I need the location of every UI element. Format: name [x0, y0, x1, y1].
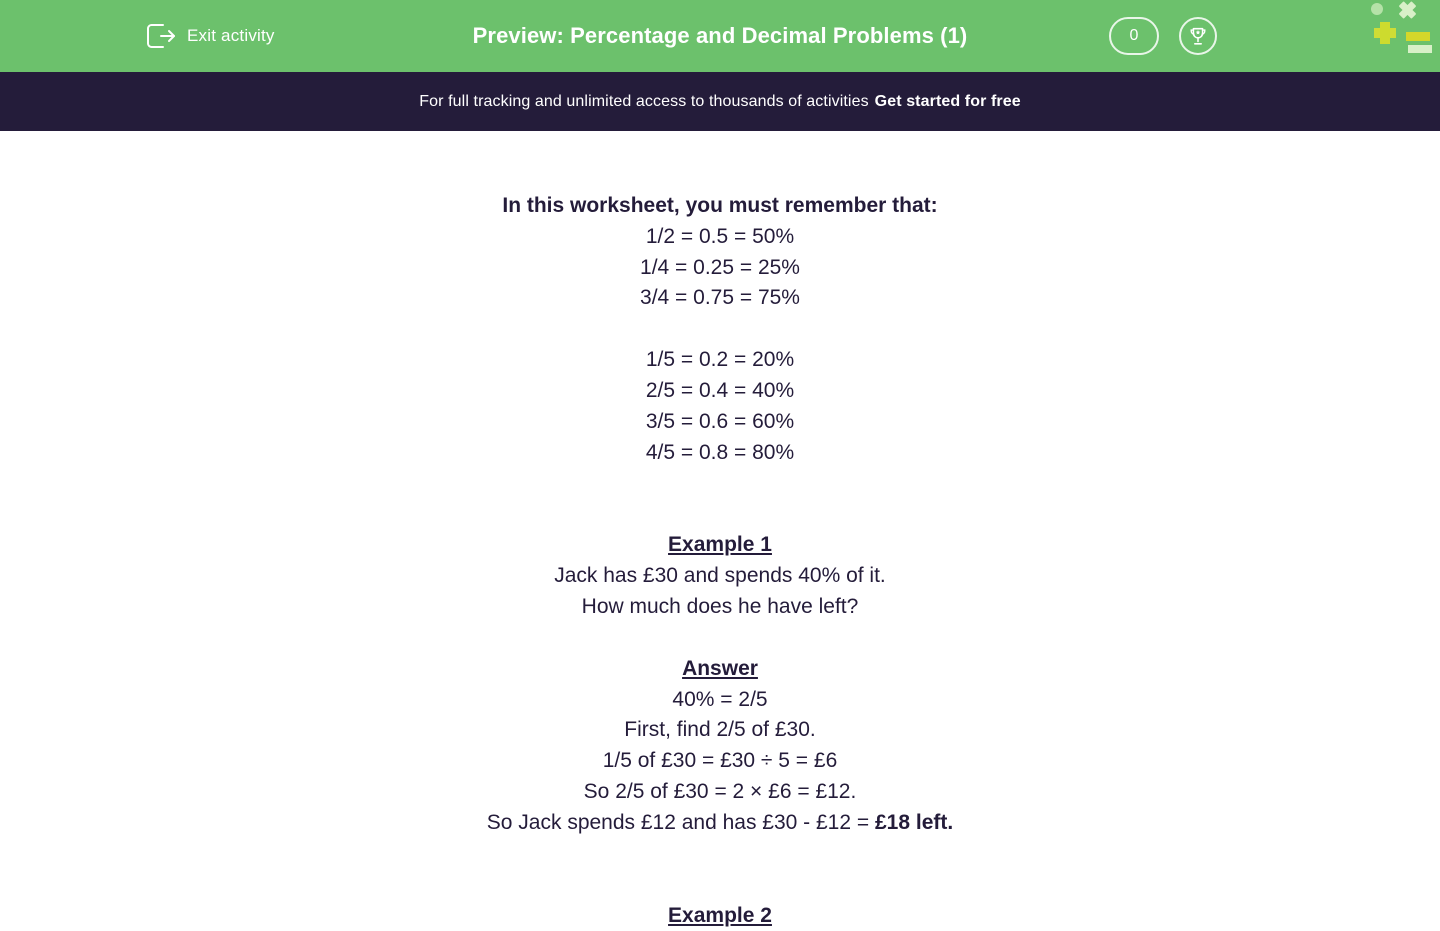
get-started-link[interactable]: Get started for free	[874, 92, 1021, 110]
example-2-heading: Example 2	[668, 903, 772, 927]
answer-line: 40% = 2/5	[672, 687, 768, 711]
app-header	[0, 0, 1440, 72]
example-1-question-line: Jack has £30 and spends 40% of it.	[554, 564, 886, 588]
worksheet-intro: In this worksheet, you must remember that:	[502, 194, 938, 217]
promo-banner	[0, 72, 1440, 131]
example-1-heading: Example 1	[668, 533, 772, 557]
reference-line: 3/5 = 0.6 = 60%	[645, 409, 795, 433]
trophy-button[interactable]	[1179, 17, 1217, 55]
spacer	[0, 623, 1440, 654]
spacer	[0, 839, 1440, 901]
answer-final-prefix: So Jack spends £12 and has £30 - £12 =	[486, 810, 875, 834]
answer-line: So 2/5 of £30 = 2 × £6 = £12.	[583, 779, 857, 803]
score-counter[interactable]	[1109, 17, 1159, 55]
answer-final-line	[0, 808, 1440, 839]
spacer	[0, 314, 1440, 345]
example-1-question-line: How much does he have left?	[581, 594, 859, 618]
spacer	[0, 468, 1440, 530]
answer-line: 1/5 of £30 = £30 ÷ 5 = £6	[602, 749, 838, 773]
worksheet-content	[0, 131, 1440, 927]
reference-line: 1/2 = 0.5 = 50%	[645, 224, 795, 248]
example-1-answer-heading: Answer	[682, 656, 758, 680]
exit-door-arrow-icon	[146, 23, 176, 49]
page-title: Preview: Percentage and Decimal Problems (1)	[472, 23, 968, 48]
answer-line: First, find 2/5 of £30.	[624, 718, 816, 742]
score-value: 0	[1129, 27, 1139, 44]
reference-line: 2/5 = 0.4 = 40%	[645, 378, 795, 402]
trophy-icon	[1187, 25, 1209, 47]
answer-final-bold: £18 left.	[874, 810, 954, 834]
header-actions	[1109, 0, 1440, 72]
reference-line: 4/5 = 0.8 = 80%	[645, 440, 795, 464]
promo-text: For full tracking and unlimited access to thousands of activities	[419, 92, 869, 110]
exit-activity-label: Exit activity	[187, 26, 275, 45]
reference-line: 1/4 = 0.25 = 25%	[640, 255, 800, 279]
reference-line: 1/5 = 0.2 = 20%	[645, 348, 795, 372]
reference-line: 3/4 = 0.75 = 75%	[640, 286, 800, 310]
exit-activity-button[interactable]	[146, 23, 275, 49]
